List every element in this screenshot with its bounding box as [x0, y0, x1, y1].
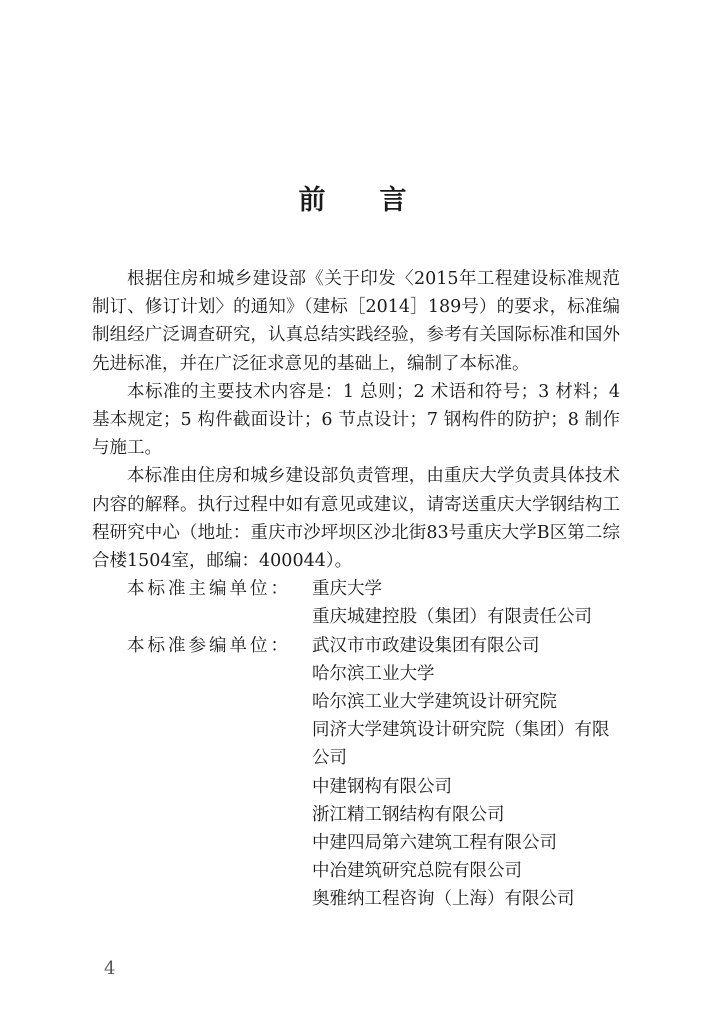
editor-unit-item: 重庆大学	[312, 579, 382, 600]
participant-units-block	[92, 632, 620, 914]
paragraph-contents: 本标准的主要技术内容是：1 总则；2 术语和符号；3 材料；4 基本规定；5 构件截面设计；6 节点设计；7 钢构件的防护；8 制作与施工。	[92, 381, 620, 459]
participant-units-list	[312, 632, 620, 914]
page-number: 4	[104, 958, 116, 979]
paragraph-management: 本标准由住房和城乡建设部负责管理，由重庆大学负责具体技术内容的解释。执行过程中如有意见或建议，请寄送重庆大学钢结构工程研究中心（地址：重庆市沙坪坝区沙北街83号重庆大学B区第二综合楼1504室，邮编：400044）。	[92, 466, 620, 572]
participant-unit-item: 奥雅纳工程咨询（上海）有限公司	[312, 889, 575, 910]
participant-unit-item: 同济大学建筑设计研究院（集团）有限公司	[312, 720, 610, 769]
participant-unit-item: 哈尔滨工业大学	[312, 663, 435, 684]
participant-unit-item: 中冶建筑研究总院有限公司	[312, 861, 522, 882]
preface-body	[92, 265, 620, 914]
page-title	[0, 178, 707, 217]
editor-units-label: 本标准主编单位：	[127, 579, 291, 600]
paragraph-background: 根据住房和城乡建设部《关于印发〈2015年工程建设标准规范制订、修订计划〉的通知》（建标［2014］189号）的要求，标准编制组经广泛调查研究，认真总结实践经验，参考有关国际标准和国外先进标准，并在广泛征求意见的基础上，编制了本标准。	[92, 269, 620, 374]
editor-units-block	[92, 575, 620, 631]
editor-unit-item: 重庆城建控股（集团）有限责任公司	[312, 607, 592, 628]
participant-unit-item: 哈尔滨工业大学建筑设计研究院	[312, 692, 557, 713]
title-char-1: 前	[298, 185, 328, 216]
participant-unit-item: 浙江精工钢结构有限公司	[312, 804, 505, 825]
title-char-2: 言	[379, 185, 409, 216]
editor-units-list	[312, 575, 620, 631]
participant-unit-item: 武汉市市政建设集团有限公司	[312, 635, 540, 656]
participant-unit-item: 中建四局第六建筑工程有限公司	[312, 833, 557, 854]
participant-unit-item: 中建钢构有限公司	[312, 776, 452, 797]
participant-units-label: 本标准参编单位：	[127, 635, 291, 656]
